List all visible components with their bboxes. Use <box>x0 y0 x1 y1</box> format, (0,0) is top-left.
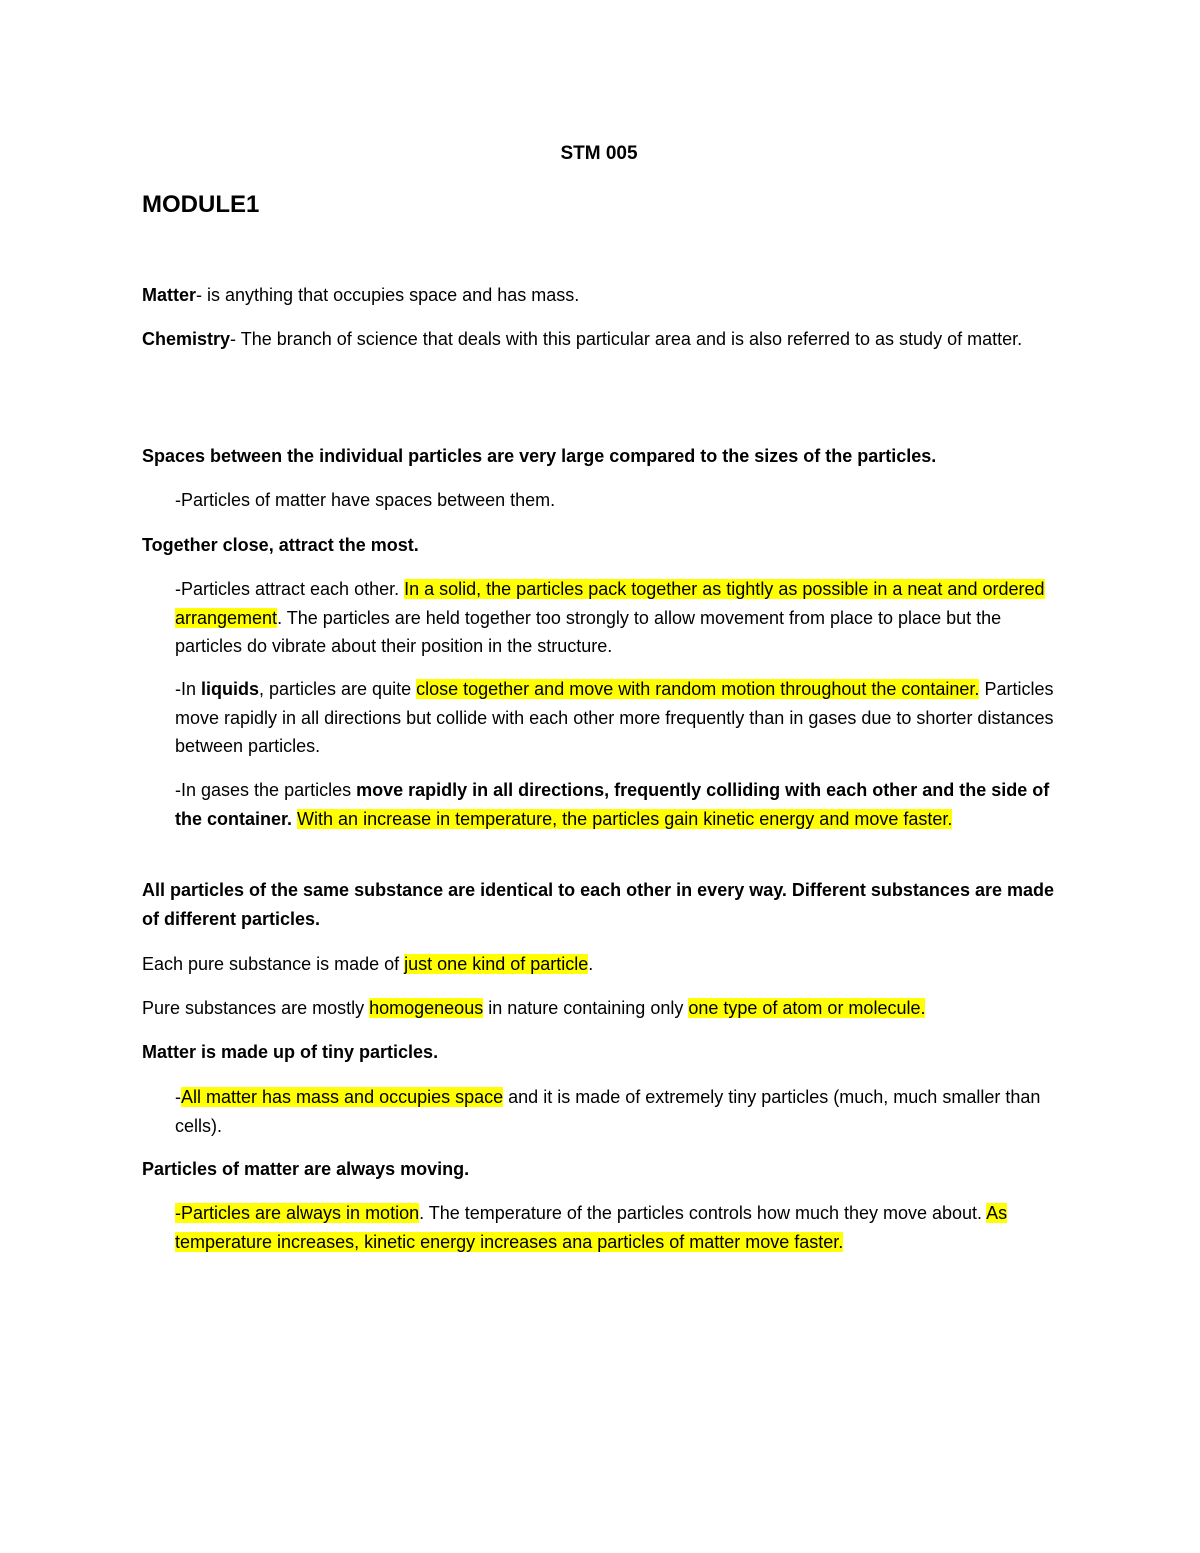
liquid-text-3: Particles move rapidly in all directions but collide with each other more frequently than in gases due to shorter distances between particles. <box>175 679 1054 756</box>
point-tiny <box>175 1083 1060 1140</box>
point-solid <box>175 575 1060 661</box>
pure1-text-1: Each pure substance is made of <box>142 954 405 974</box>
point-gas <box>175 776 1060 833</box>
tiny-text-2: and it is made of extremely tiny particles (much, much smaller than cells). <box>175 1087 1041 1136</box>
solid-highlight: In a solid, the particles pack together as tightly as possible in a neat and ordered arrangement <box>175 579 1045 628</box>
pure2-text-2: in nature containing only <box>483 998 689 1018</box>
tiny-text-1: - <box>175 1087 181 1107</box>
pure1-text-2: . <box>588 954 594 974</box>
liquid-highlight: close together and move with random motion throughout the container. <box>416 679 980 699</box>
matter-definition <box>142 281 1060 310</box>
moving-highlight-2: As temperature increases, kinetic energy increases ana particles of matter move faster. <box>175 1203 1008 1252</box>
pure2-highlight-2: one type of atom or molecule. <box>688 998 926 1018</box>
chemistry-def-text: - The branch of science that deals with this particular area and is also referred to as study of matter. <box>230 329 1023 349</box>
pure2-highlight-1: homogeneous <box>369 998 484 1018</box>
heading-identical: All particles of the same substance are identical to each other in every way. Different substances are made of different particles. <box>142 880 1055 929</box>
pure2-text-1: Pure substances are mostly <box>142 998 370 1018</box>
document-page <box>142 0 1062 1553</box>
moving-text-1: . The temperature of the particles controls how much they move about. <box>419 1203 987 1223</box>
heading-moving: Particles of matter are always moving. <box>142 1159 470 1179</box>
solid-text-1: -Particles attract each other. <box>175 579 405 599</box>
module-heading: MODULE1 <box>142 191 260 218</box>
moving-highlight-1: -Particles are always in motion <box>175 1203 420 1223</box>
point-pure-2 <box>142 994 1060 1023</box>
liquid-bold: liquids <box>201 679 260 699</box>
point-spaces: -Particles of matter have spaces between them. <box>175 490 556 510</box>
gas-bold: move rapidly in all directions, frequently colliding with each other and the side of the container. <box>175 780 1050 829</box>
heading-together: Together close, attract the most. <box>142 535 419 555</box>
point-moving <box>175 1199 1060 1256</box>
chemistry-term: Chemistry <box>142 329 231 349</box>
chemistry-definition <box>142 325 1060 354</box>
gas-text-1: -In gases the particles <box>175 780 357 800</box>
gas-highlight: With an increase in temperature, the particles gain kinetic energy and move faster. <box>297 808 953 829</box>
course-code-title: STM 005 <box>560 143 638 164</box>
point-liquid <box>175 675 1060 761</box>
solid-text-2: . The particles are held together too strongly to allow movement from place to place but the particles do vibrate about their position in the structure. <box>175 607 1002 656</box>
matter-term: Matter <box>142 285 197 305</box>
heading-spaces: Spaces between the individual particles are very large compared to the sizes of the particles. <box>142 446 937 466</box>
liquid-text-2: , particles are quite <box>259 679 417 699</box>
pure1-highlight: just one kind of particle <box>404 954 589 974</box>
liquid-text-1: -In <box>175 679 202 699</box>
tiny-highlight: All matter has mass and occupies space <box>181 1087 504 1107</box>
matter-def-text: - is anything that occupies space and has mass. <box>196 285 580 305</box>
point-pure-1 <box>142 950 1060 979</box>
heading-tiny: Matter is made up of tiny particles. <box>142 1042 439 1062</box>
